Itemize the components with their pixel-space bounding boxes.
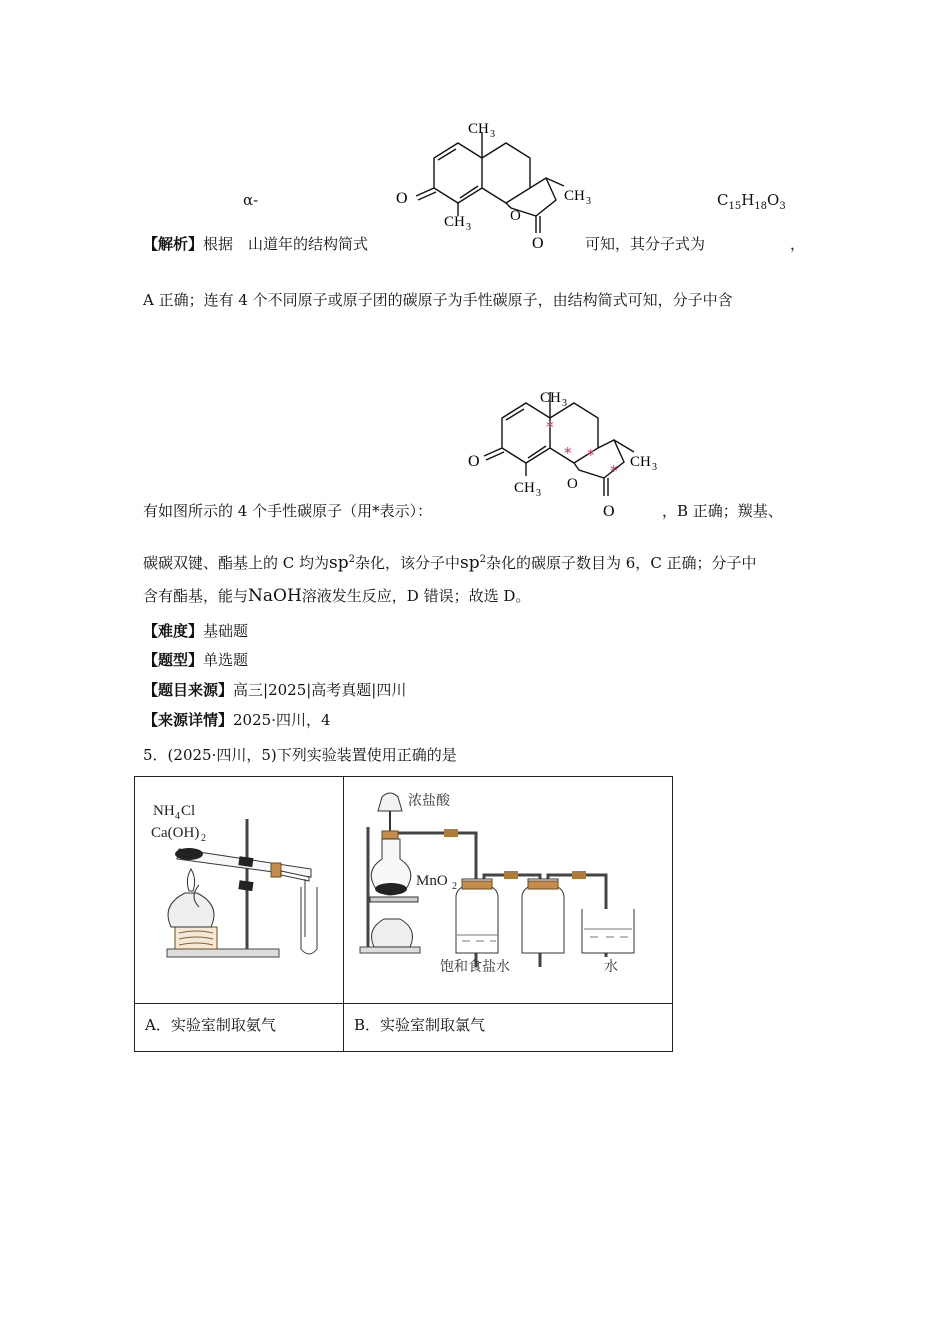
svg-text:CH: CH	[514, 480, 535, 496]
option-a[interactable]: A．实验室制取氨气	[135, 1004, 344, 1052]
svg-text:3: 3	[652, 462, 657, 473]
svg-text:4: 4	[175, 811, 180, 822]
chiral-line-left: 有如图所示的 4 个手性碳原子（用*表示）：	[143, 502, 433, 520]
svg-text:2: 2	[201, 833, 206, 844]
svg-text:3: 3	[490, 129, 495, 140]
chiral-star-3: *	[587, 446, 595, 464]
chlorine-apparatus-figure	[344, 777, 672, 999]
svg-text:3: 3	[466, 222, 471, 233]
alpha-prefix: α-	[243, 191, 259, 209]
analysis-line-1-mid: 可知，其分子式为	[585, 235, 706, 253]
acid-label: 浓盐酸	[408, 793, 450, 809]
svg-text:3: 3	[586, 196, 591, 207]
ketone-o-label: O	[396, 190, 408, 207]
svg-text:O: O	[468, 453, 480, 470]
svg-text:Ca(OH): Ca(OH)	[151, 825, 200, 841]
svg-text:CH: CH	[630, 454, 651, 470]
analysis-line-1: 【解析】根据 山道年的结构简式	[143, 235, 369, 253]
svg-text:3: 3	[562, 398, 567, 409]
chiral-star-1: *	[546, 418, 554, 436]
santonin-structure-chiral	[460, 378, 675, 523]
ch3-top-label: CH	[468, 121, 489, 137]
source-detail-line: 【来源详情】2025·四川，4	[143, 711, 331, 729]
option-b[interactable]: B．实验室制取氯气	[344, 1004, 673, 1052]
options-table	[134, 776, 673, 1052]
svg-text:CH: CH	[444, 214, 465, 230]
chiral-line-right: ，B 正确；羰基、	[662, 502, 783, 520]
difficulty-line: 【难度】基础题	[143, 622, 249, 640]
chiral-star-2: *	[564, 444, 572, 462]
water-label: 水	[604, 959, 618, 975]
apparatus-a-cell	[135, 777, 344, 1004]
svg-text:3: 3	[536, 488, 541, 499]
svg-text:Cl: Cl	[181, 803, 196, 819]
analysis-line-c: 碳碳双键、酯基上的 C 均为$sp^2$杂化，该分子中$sp^2$杂化的碳原子数目为 6，C 正确；分子中	[143, 553, 757, 573]
svg-text:NH: NH	[153, 803, 175, 819]
svg-text:CH: CH	[564, 188, 585, 204]
svg-text:O: O	[567, 476, 578, 492]
svg-text:MnO: MnO	[416, 873, 448, 889]
type-line: 【题型】单选题	[143, 651, 249, 669]
analysis-comma: ，	[790, 235, 806, 253]
question-stem: 5．(2025·四川，5)下列实验装置使用正确的是	[143, 746, 457, 764]
carbonyl-o-label: O	[532, 235, 544, 252]
santonin-structure-1	[386, 118, 596, 253]
analysis-line-d: 含有酯基，能与NaOH溶液发生反应，D 错误；故选 D。	[143, 586, 531, 606]
svg-text:CH: CH	[540, 390, 561, 406]
brine-label: 饱和食盐水	[440, 959, 510, 975]
svg-text:O: O	[603, 503, 615, 520]
apparatus-b-cell	[344, 777, 673, 1004]
analysis-line-a: A 正确；连有 4 个不同原子或原子团的碳原子为手性碳原子，由结构简式可知，分子中含	[143, 291, 733, 309]
source-line: 【题目来源】高三|2025|高考真题|四川	[143, 681, 407, 699]
molecular-formula: $C_{15}H_{18}O_3$	[717, 191, 786, 212]
chiral-star-4: *	[610, 462, 618, 480]
svg-text:2: 2	[452, 881, 457, 892]
ammonia-apparatus-figure	[135, 777, 343, 999]
ring-o-label: O	[510, 208, 521, 224]
